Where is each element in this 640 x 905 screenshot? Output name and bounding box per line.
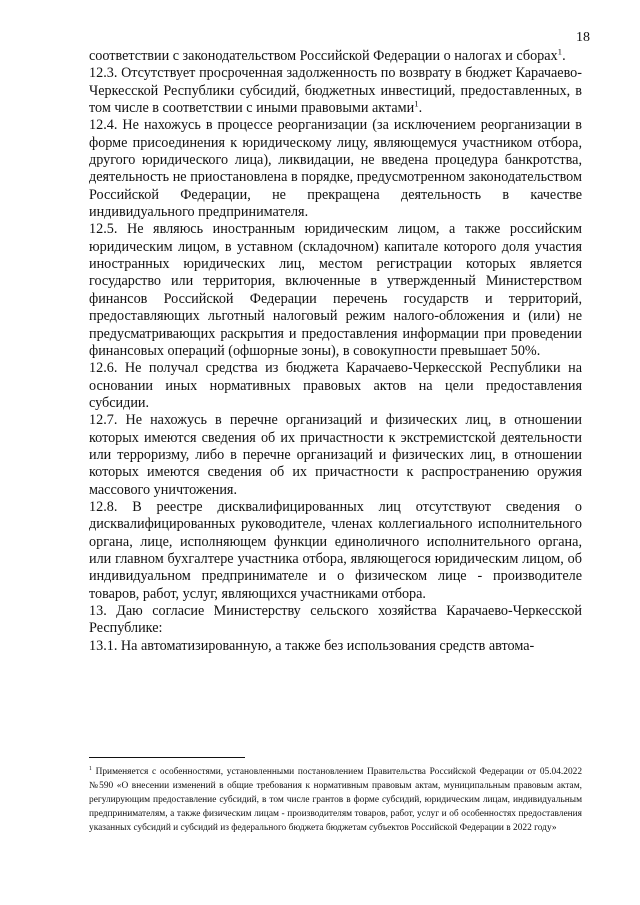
paragraph-continuation: соответствии с законодательством Российской Федерации о налогах и сборах$^1$.	[89, 46, 566, 64]
paragraph-13-1: 13.1. На автоматизированную, а также без использования средств автома-	[89, 637, 535, 654]
footnote-ref: 1	[414, 98, 419, 109]
page-number: 18	[576, 30, 590, 45]
body-text	[89, 48, 582, 655]
footnote-marker: 1	[89, 765, 92, 772]
paragraph-12-5: 12.5. Не являюсь иностранным юридическим лицом, а также российским юридическим лицом, в уставном (складочном) капитале которого доля участия иностранных юридических лиц, местом регистрации которых является государство или территория, включенные в утвержденный Министерством финансов Российской Федерации перечень государств и территорий, предоставляющих льготный налоговый режим налого-обложения и (или) не предусматривающих раскрытия и предоставления информации при проведении финансовых операций (офшорные зоны), в совокупности превышает 50%.	[89, 221, 582, 359]
paragraph-12-3: 12.3. Отсутствует просроченная задолженность по возврату в бюджет Карачаево-Черкесской Республики субсидий, бюджетных инвестиций, предоставленных, в том числе в соответствии с иными правовыми актами$^1$.	[89, 65, 582, 117]
footnote-ref: 1	[557, 46, 563, 57]
footnote-divider	[89, 757, 245, 758]
footnote-text: Применяется с особенностями, установленными постановлением Правительства Российской Федерации от 05.04.2022 №590 «О внесении изменений в общие требования к нормативным правовым актам, муниципальным правовым актам, регулирующим предоставление субсидий, в том числе грантов в форме субсидий, юридическим лицам, индивидуальным предпринимателям, а также физическим лицам - производителям товаров, работ, услуг и об особенностях предоставления указанных субсидий и субсидий из федерального бюджета бюджетам субъектов Российской Федерации в 2022 году»	[89, 767, 583, 834]
paragraph-12-6: 12.6. Не получал средства из бюджета Карачаево-Черкесской Республики на основании иных нормативных правовых актов на цели предоставления субсидии.	[89, 360, 582, 411]
paragraph-12-4: 12.4. Не нахожусь в процессе реорганизации (за исключением реорганизации в форме присоединения к юридическому лицу, являющемуся участником отбора, другого юридического лица), ликвидации, не введена процедура банкротства, деятельность не приостановлена в порядке, предусмотренном законодательством Российской Федерации, не прекращена деятельность в качестве индивидуального предпринимателя.	[89, 117, 582, 221]
paragraph-12-7: 12.7. Не нахожусь в перечне организаций и физических лиц, в отношении которых имеются сведения об их причастности к экстремистской деятельности или терроризму, либо в перечне организаций и физических лиц, в отношении которых имеются сведения об их причастности к распространению оружия массового уничтожения.	[89, 412, 582, 498]
paragraph-12-8: 12.8. В реестре дисквалифицированных лиц отсутствуют сведения о дисквалифицированных руководителе, членах коллегиального исполнительного органа, лице, исполняющем функции единоличного исполнительного органа, или главном бухгалтере участника отбора, являющегося юридическим лицом, об индивидуальном предпринимателе и о физическом лице - производителе товаров, работ, услуг, являющихся участниками отбора.	[89, 498, 582, 602]
footnote	[89, 765, 582, 835]
paragraph-13: 13. Даю согласие Министерству сельского хозяйства Карачаево-Черкесской Республике:	[89, 603, 582, 637]
